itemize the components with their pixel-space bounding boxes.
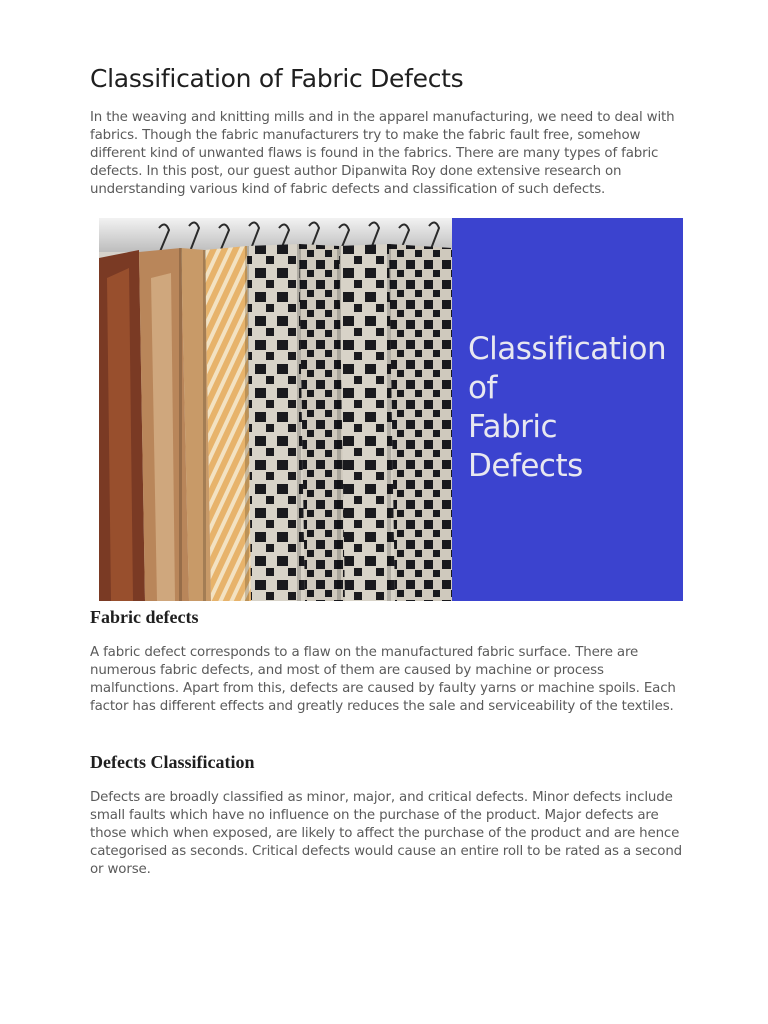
section-body-fabric-defects: A fabric defect corresponds to a flaw on the manufactured fabric surface. There are numerous fabric defects, and most of them are caused by machine or process malfunctions. Apart from this, defects are caused by faulty yarns or machine spoils. Each factor has different effects and greatly reduces the sale and serviceability of the textiles. [90, 645, 676, 714]
hero-title [468, 330, 666, 486]
section-heading-fabric-defects: Fabric defects [90, 607, 199, 627]
hero-title-line: Fabric [468, 409, 558, 445]
hero-image [99, 218, 683, 601]
intro-paragraph: In the weaving and knitting mills and in the apparel manufacturing, we need to deal with fabrics. Though the fabric manufacturers try to make the fabric fault free, somehow different kind of unwanted flaws is found in the fabrics. There are many types of fabric defects. In this post, our guest author Dipanwita Roy done extensive research on understanding various kind of fabric defects and classification of such defects. [90, 110, 675, 197]
hero-title-line: of [468, 370, 497, 406]
section-body-defects-classification: Defects are broadly classified as minor, major, and critical defects. Minor defects include small faults which have no influence on the purchase of the product. Major defects are those which when exposed, are likely to affect the purchase of the product and are hence categorised as seconds. Critical defects would cause an entire roll to be rated as a second or worse. [90, 790, 683, 877]
hero-title-panel [452, 218, 683, 601]
fabric-photo [99, 218, 452, 601]
hero-title-line: Classification [468, 331, 667, 367]
page-title: Classification of Fabric Defects [90, 64, 464, 93]
hero-title-line: Defects [468, 448, 583, 484]
section-heading-defects-classification: Defects Classification [90, 752, 255, 772]
